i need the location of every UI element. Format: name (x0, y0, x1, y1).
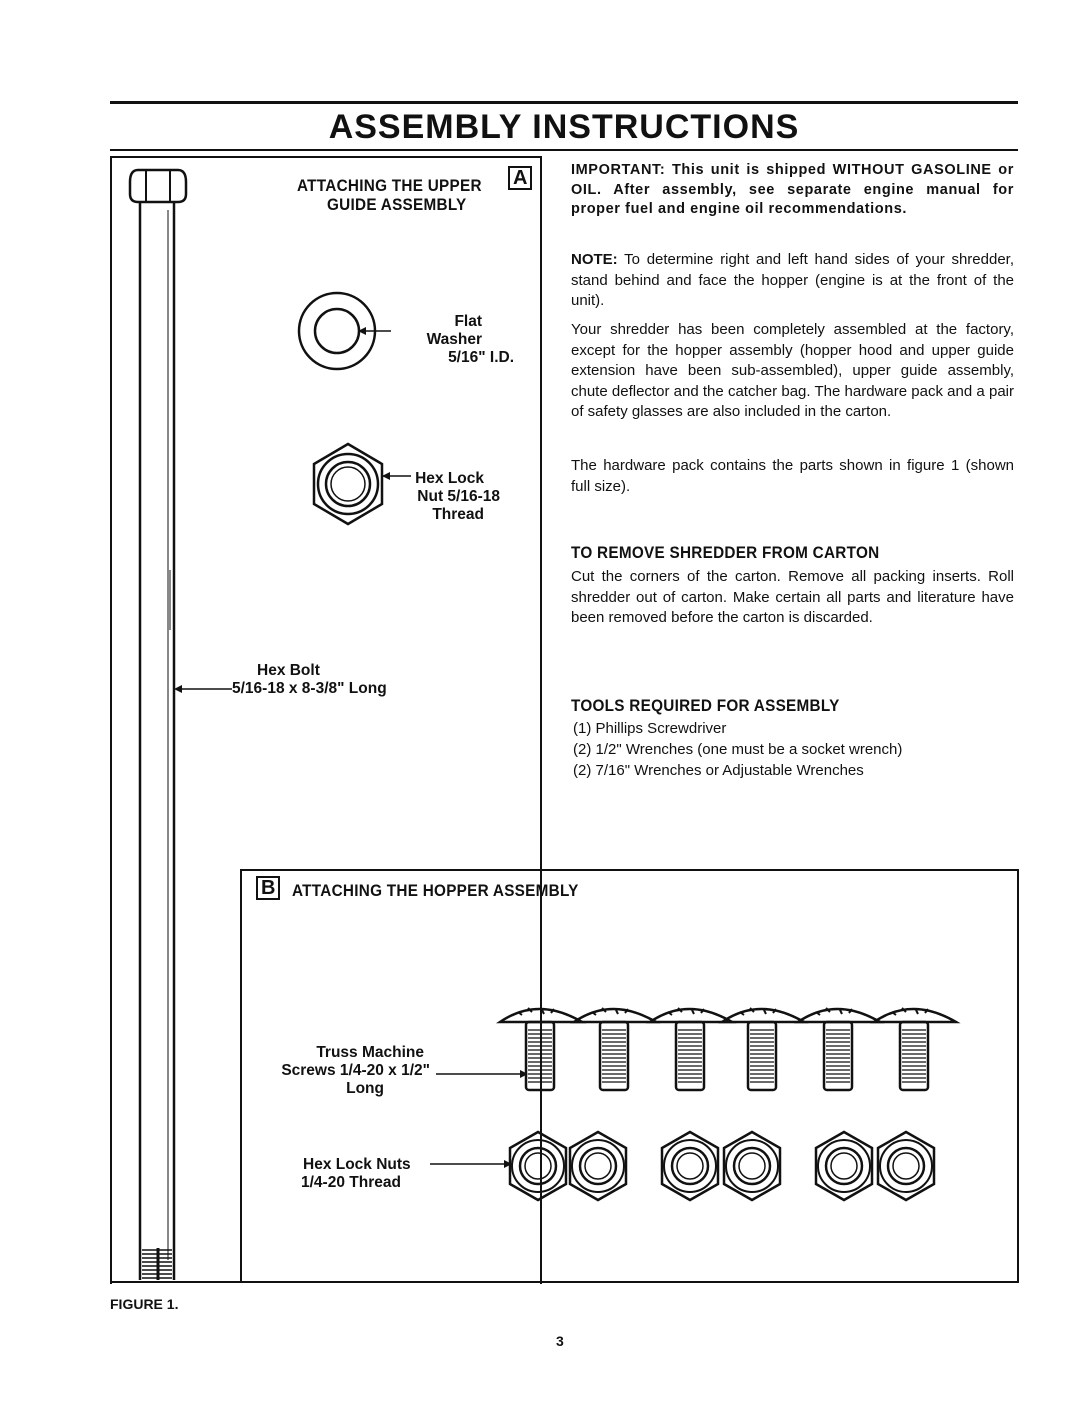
top-rule (110, 101, 1018, 104)
hex-lock-nut-label (380, 470, 500, 524)
title-underline (110, 149, 1018, 151)
truss-screws-drawing (436, 1000, 966, 1100)
nuts-line2: 1/4-20 Thread (301, 1174, 401, 1191)
page-number: 3 (556, 1333, 564, 1349)
assembled-paragraph: Your shredder has been completely assembled at the factory, except for the hopper assembly (hopper hood and upper guide extension have been sub-assembled), upper guide assembly, chute deflector and the catcher bag. The hardware pack and a pair of safety glasses are also included in the carton. (571, 321, 1014, 420)
tools-item: (2) 1/2" Wrenches (one must be a socket wrench) (573, 741, 903, 758)
hex-lock-nut-line3: Thread (432, 506, 484, 523)
hex-bolt-arrow (174, 684, 234, 694)
hex-bolt-label (230, 662, 387, 698)
figure-bottom-line (110, 1281, 1019, 1283)
remove-paragraph: Cut the corners of the carton. Remove all packing inserts. Roll shredder out of carton. Make certain all parts and literature have been removed before the carton is discarded. (571, 568, 1014, 626)
section-a-badge: A (508, 166, 532, 190)
tools-list (573, 718, 902, 781)
truss-line1: Truss Machine (316, 1044, 424, 1061)
tools-heading: TOOLS REQUIRED FOR ASSEMBLY (571, 696, 840, 715)
nuts-line1: Hex Lock Nuts (303, 1156, 411, 1173)
truss-line3: Long (346, 1080, 384, 1097)
section-b-badge: B (256, 876, 280, 900)
section-b-heading: ATTACHING THE HOPPER ASSEMBLY (292, 881, 579, 900)
section-a-heading-line1: ATTACHING THE UPPER (297, 176, 482, 195)
note-text: To determine right and left hand sides of your shredder, stand behind and face the hopper (engine is at the front of the unit). (571, 251, 1014, 309)
hardware-paragraph: The hardware pack contains the parts shown in figure 1 (shown full size). (571, 457, 1014, 495)
hex-lock-nut-line1: Hex Lock (415, 470, 484, 487)
flat-washer-line2: Washer (426, 331, 482, 348)
page-title: ASSEMBLY INSTRUCTIONS (328, 108, 800, 146)
note-label: NOTE: (571, 251, 618, 268)
flat-washer-label (370, 313, 514, 367)
remove-heading: TO REMOVE SHREDDER FROM CARTON (571, 543, 880, 562)
important-notice: IMPORTANT: This unit is shipped WITHOUT GASOLINE or OIL. After assembly, see separate engine manual for proper fuel and engine oil recommendations. (571, 162, 1014, 217)
hex-bolt-line2: 5/16-18 x 8-3/8" Long (232, 680, 387, 697)
flat-washer-line3: 5/16" I.D. (448, 349, 514, 366)
hex-bolt-line1: Hex Bolt (257, 662, 320, 679)
section-a-heading-line2: GUIDE ASSEMBLY (327, 195, 467, 214)
tools-item: (2) 7/16" Wrenches or Adjustable Wrenches (573, 762, 864, 779)
figure-caption: FIGURE 1. (110, 1296, 179, 1312)
hex-lock-nuts-drawing (420, 1130, 950, 1210)
note-paragraph (571, 250, 1014, 312)
truss-line2: Screws 1/4-20 x 1/2" (281, 1062, 430, 1079)
flat-washer-line1: Flat (454, 313, 482, 330)
hex-bolt-drawing (118, 160, 198, 1285)
hex-lock-nut-line2: Nut 5/16-18 (417, 488, 500, 505)
truss-screws-label (262, 1044, 430, 1098)
hex-lock-nuts-label (268, 1156, 428, 1192)
tools-item: (1) Phillips Screwdriver (573, 720, 727, 737)
